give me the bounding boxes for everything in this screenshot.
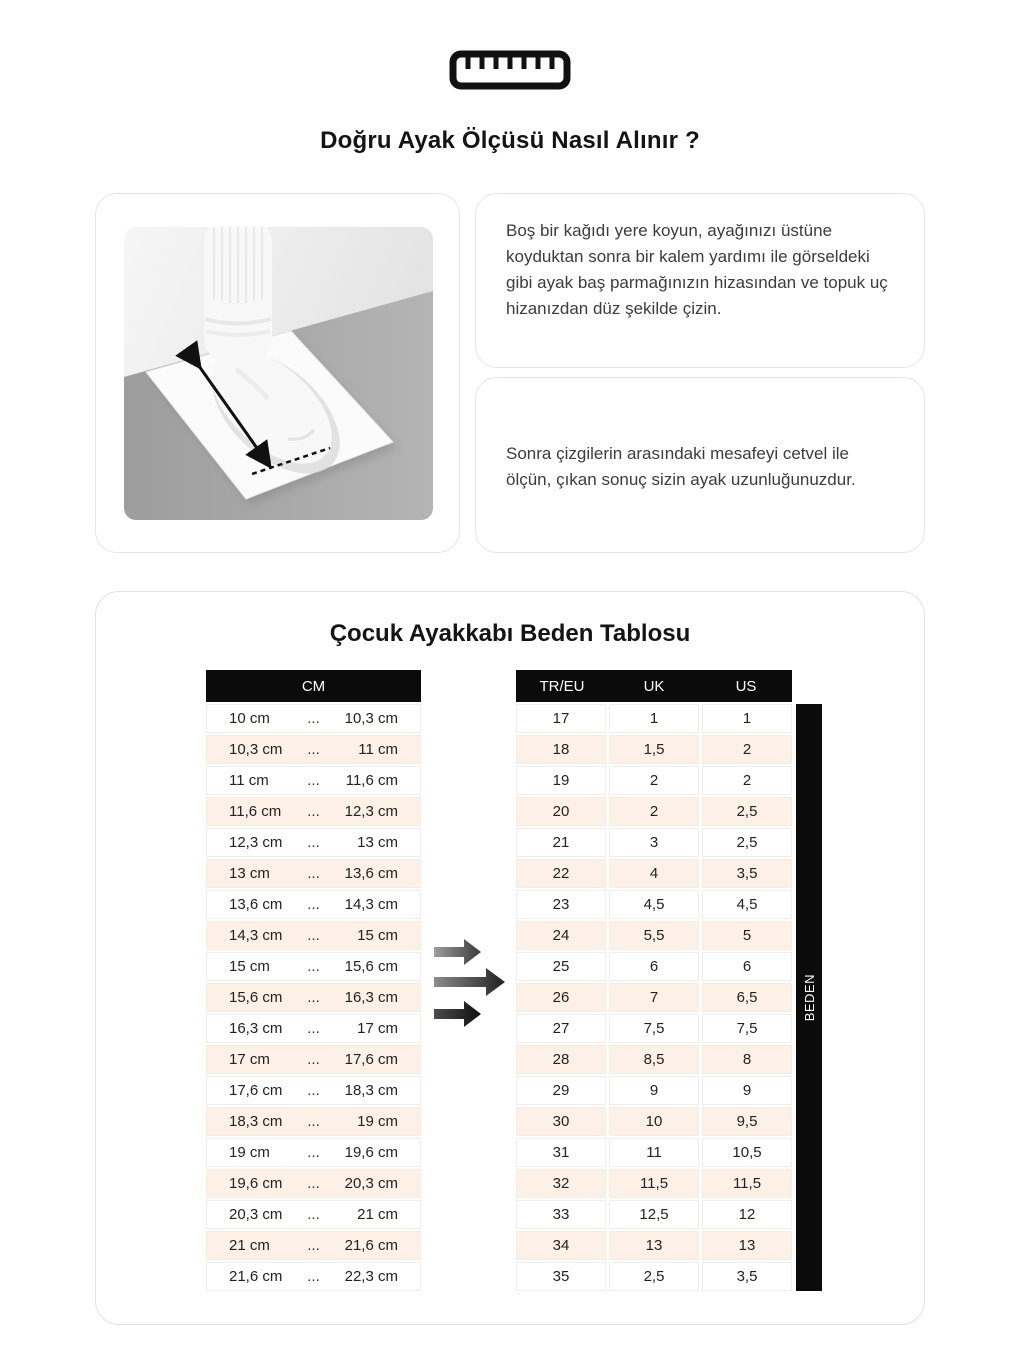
size-cell: 12,5 <box>609 1200 699 1229</box>
cm-cell: ... <box>307 865 320 882</box>
cm-cell: 12,3 cm <box>229 834 283 851</box>
cm-cell: 11 cm <box>358 741 398 758</box>
cm-table-row <box>206 797 421 826</box>
instruction-text-1: Boş bir kağıdı yere koyun, ayağınızı üstüne koyduktan sonra bir kalem yardımı ile görseldeki gibi ayak baş parmağınızın hizasından ve topuk uç hizanızdan düz şekilde çizin. <box>506 221 888 318</box>
size-cell: 35 <box>516 1262 606 1291</box>
size-table-row <box>516 1014 792 1043</box>
size-cell: 2 <box>609 766 699 795</box>
cm-cell: ... <box>307 989 320 1006</box>
size-cell: 2,5 <box>609 1262 699 1291</box>
size-cell: 9 <box>702 1076 792 1105</box>
cm-cell: ... <box>307 772 320 789</box>
cm-table-row <box>206 1231 421 1260</box>
size-cell: 1 <box>702 704 792 733</box>
cm-cell: ... <box>307 741 320 758</box>
size-cell: 10,5 <box>702 1138 792 1167</box>
cm-cell: 17 cm <box>229 1051 270 1068</box>
cm-cell: 14,3 cm <box>344 896 398 913</box>
size-cell: 1 <box>609 704 699 733</box>
size-table-row <box>516 828 792 857</box>
size-cell: 13 <box>609 1231 699 1260</box>
size-table-header <box>516 670 792 702</box>
cm-table-row <box>206 1200 421 1229</box>
cm-cell: ... <box>307 1051 320 1068</box>
size-cell: 26 <box>516 983 606 1012</box>
size-table-title: Çocuk Ayakkabı Beden Tablosu <box>329 620 691 647</box>
cm-cell: ... <box>307 710 320 727</box>
cm-cell: 19,6 cm <box>229 1175 283 1192</box>
cm-cell: 21,6 cm <box>344 1237 398 1254</box>
cm-cell: 12,3 cm <box>344 803 398 820</box>
size-cell: 6 <box>702 952 792 981</box>
cm-cell: 17 cm <box>357 1020 398 1037</box>
cm-cell: 15 cm <box>357 927 398 944</box>
cm-table-header <box>206 670 421 702</box>
size-table-row <box>516 952 792 981</box>
cm-cell: 19,6 cm <box>344 1144 398 1161</box>
eu-uk-us-table <box>516 670 792 1293</box>
size-cell: 9 <box>609 1076 699 1105</box>
beden-side-label <box>796 704 822 1291</box>
cm-cell: 10,3 cm <box>229 741 283 758</box>
cm-table-row <box>206 952 421 981</box>
cm-cell: ... <box>307 896 320 913</box>
cm-cell: 15 cm <box>229 958 270 975</box>
size-cell: 29 <box>516 1076 606 1105</box>
size-cell: 5 <box>702 921 792 950</box>
size-cell: 13 <box>702 1231 792 1260</box>
cm-cell: 21,6 cm <box>229 1268 283 1285</box>
header-tr-eu: TR/EU <box>539 677 585 695</box>
header-uk: UK <box>643 677 665 695</box>
size-cell: 30 <box>516 1107 606 1136</box>
size-table-row <box>516 1200 792 1229</box>
size-cell: 21 <box>516 828 606 857</box>
size-table-row <box>516 1231 792 1260</box>
cm-cell: ... <box>307 1144 320 1161</box>
cm-cell: ... <box>307 1237 320 1254</box>
cm-cell: 20,3 cm <box>344 1175 398 1192</box>
size-cell: 7,5 <box>702 1014 792 1043</box>
size-table-row <box>516 1138 792 1167</box>
size-cell: 2 <box>609 797 699 826</box>
cm-cell: 21 cm <box>229 1237 270 1254</box>
size-cell: 1,5 <box>609 735 699 764</box>
size-cell: 3 <box>609 828 699 857</box>
size-cell: 2,5 <box>702 828 792 857</box>
cm-table-row <box>206 1107 421 1136</box>
size-cell: 8,5 <box>609 1045 699 1074</box>
cm-cell: 15,6 cm <box>229 989 283 1006</box>
size-table-body <box>516 704 792 1291</box>
cm-cell: 13,6 cm <box>344 865 398 882</box>
size-cell: 18 <box>516 735 606 764</box>
size-cell: 9,5 <box>702 1107 792 1136</box>
size-cell: 3,5 <box>702 1262 792 1291</box>
size-cell: 3,5 <box>702 859 792 888</box>
size-table-section <box>95 591 925 1325</box>
size-cell: 27 <box>516 1014 606 1043</box>
size-cell: 2 <box>702 766 792 795</box>
size-table-row <box>516 1169 792 1198</box>
cm-cell: ... <box>307 803 320 820</box>
size-cell: 10 <box>609 1107 699 1136</box>
cm-table-row <box>206 859 421 888</box>
size-cell: 11,5 <box>702 1169 792 1198</box>
cm-cell: 11,6 cm <box>229 803 282 820</box>
cm-cell: 17,6 cm <box>344 1051 398 1068</box>
size-cell: 8 <box>702 1045 792 1074</box>
size-cell: 6 <box>609 952 699 981</box>
cm-table-row <box>206 704 421 733</box>
cm-cell: 16,3 cm <box>229 1020 283 1037</box>
cm-cell: 19 cm <box>229 1144 270 1161</box>
cm-table <box>206 670 421 1293</box>
size-cell: 5,5 <box>609 921 699 950</box>
cm-table-row <box>206 735 421 764</box>
cm-cell: ... <box>307 1175 320 1192</box>
size-cell: 7 <box>609 983 699 1012</box>
size-table-row <box>516 1076 792 1105</box>
size-cell: 23 <box>516 890 606 919</box>
size-table-row <box>516 1045 792 1074</box>
cm-cell: 21 cm <box>357 1206 398 1223</box>
ruler-icon <box>449 50 571 95</box>
size-cell: 4 <box>609 859 699 888</box>
size-table-row <box>516 1107 792 1136</box>
cm-table-row <box>206 983 421 1012</box>
size-cell: 4,5 <box>609 890 699 919</box>
cm-cell: ... <box>307 1206 320 1223</box>
foot-measurement-illustration <box>124 227 433 520</box>
instruction-card-2 <box>475 377 925 553</box>
size-table-row <box>516 890 792 919</box>
size-table-row <box>516 921 792 950</box>
page-title: Doğru Ayak Ölçüsü Nasıl Alınır ? <box>320 127 700 154</box>
size-cell: 34 <box>516 1231 606 1260</box>
size-cell: 24 <box>516 921 606 950</box>
size-tables <box>206 670 924 1293</box>
cm-cell: 16,3 cm <box>344 989 398 1006</box>
size-cell: 6,5 <box>702 983 792 1012</box>
cm-header-label: CM <box>301 677 326 695</box>
cm-cell: ... <box>307 958 320 975</box>
cm-cell: 10 cm <box>229 710 270 727</box>
instruction-card-1 <box>475 193 925 368</box>
size-table-row <box>516 735 792 764</box>
size-cell: 2 <box>702 735 792 764</box>
size-cell: 25 <box>516 952 606 981</box>
size-table-row <box>516 704 792 733</box>
cm-table-row <box>206 766 421 795</box>
cm-cell: 22,3 cm <box>344 1268 398 1285</box>
cm-cell: 15,6 cm <box>344 958 398 975</box>
header-us: US <box>735 677 757 695</box>
cm-cell: ... <box>307 1268 320 1285</box>
size-cell: 19 <box>516 766 606 795</box>
size-cell: 33 <box>516 1200 606 1229</box>
cm-cell: 17,6 cm <box>229 1082 283 1099</box>
size-cell: 28 <box>516 1045 606 1074</box>
cm-table-row <box>206 1014 421 1043</box>
cm-cell: 19 cm <box>357 1113 398 1130</box>
size-cell: 17 <box>516 704 606 733</box>
beden-label-text: BEDEN <box>801 973 817 1022</box>
size-cell: 2,5 <box>702 797 792 826</box>
cm-cell: 13 cm <box>357 834 398 851</box>
cm-cell: 13 cm <box>229 865 270 882</box>
size-cell: 11 <box>609 1138 699 1167</box>
cm-cell: 14,3 cm <box>229 927 283 944</box>
size-table-row <box>516 859 792 888</box>
cm-cell: 13,6 cm <box>229 896 283 913</box>
conversion-arrows-icon <box>421 670 516 1293</box>
cm-table-row <box>206 1045 421 1074</box>
foot-measure-card <box>95 193 460 553</box>
cm-table-row <box>206 1076 421 1105</box>
instructions-section <box>95 193 925 553</box>
cm-cell: 18,3 cm <box>344 1082 398 1099</box>
size-cell: 22 <box>516 859 606 888</box>
page-header <box>0 0 1020 155</box>
size-cell: 31 <box>516 1138 606 1167</box>
cm-cell: ... <box>307 1113 320 1130</box>
cm-cell: ... <box>307 1082 320 1099</box>
cm-cell: 11 cm <box>229 772 269 789</box>
cm-cell: ... <box>307 927 320 944</box>
cm-cell: 10,3 cm <box>344 710 398 727</box>
cm-cell: ... <box>307 1020 320 1037</box>
size-cell: 11,5 <box>609 1169 699 1198</box>
size-cell: 4,5 <box>702 890 792 919</box>
cm-cell: ... <box>307 834 320 851</box>
size-table-row <box>516 983 792 1012</box>
cm-cell: 18,3 cm <box>229 1113 283 1130</box>
cm-table-row <box>206 890 421 919</box>
cm-cell: 11,6 cm <box>345 772 398 789</box>
cm-cell: 20,3 cm <box>229 1206 283 1223</box>
cm-table-row <box>206 828 421 857</box>
cm-table-row <box>206 1262 421 1291</box>
cm-table-row <box>206 921 421 950</box>
cm-table-body <box>206 704 421 1291</box>
cm-table-row <box>206 1138 421 1167</box>
cm-table-row <box>206 1169 421 1198</box>
size-cell: 7,5 <box>609 1014 699 1043</box>
size-cell: 12 <box>702 1200 792 1229</box>
size-cell: 32 <box>516 1169 606 1198</box>
size-table-row <box>516 797 792 826</box>
size-table-row <box>516 766 792 795</box>
size-table-row <box>516 1262 792 1291</box>
instruction-text-2: Sonra çizgilerin arasındaki mesafeyi cetvel ile ölçün, çıkan sonuç sizin ayak uzunluğunuzdur. <box>506 444 856 489</box>
instruction-cards <box>475 193 925 553</box>
size-cell: 20 <box>516 797 606 826</box>
